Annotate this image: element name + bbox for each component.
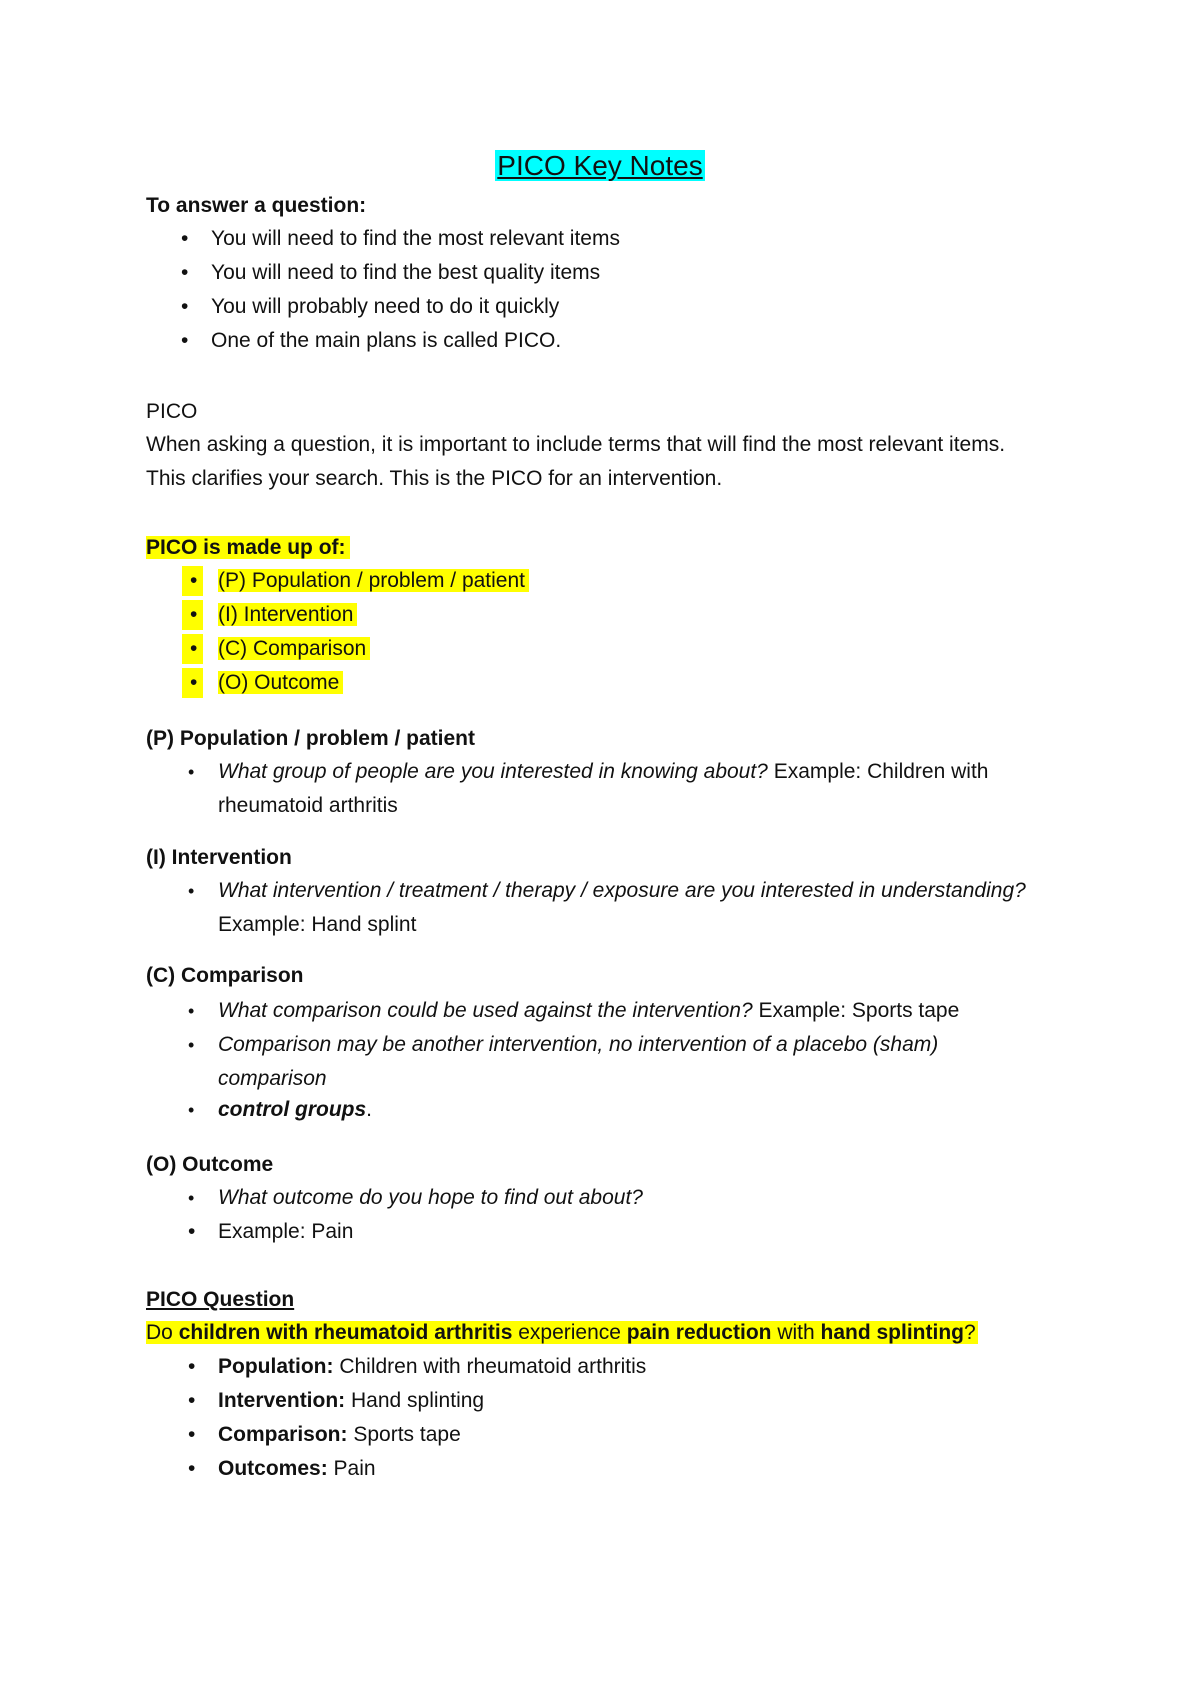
list-item: • One of the main plans is called PICO. [181, 329, 562, 352]
list-item: • What comparison could be used against the intervention? Example: Sports tape [188, 999, 960, 1022]
pico-question-text: Do children with rheumatoid arthritis experience pain reduction with hand splinting? [146, 1321, 976, 1344]
list-item: • Comparison may be another intervention, no intervention of a placebo (sham) comparison [188, 1033, 939, 1090]
list-item: • control groups. [188, 1098, 373, 1121]
outcome-heading: (O) Outcome [146, 1153, 274, 1176]
list-item: • You will need to find the most relevant items [181, 227, 620, 250]
page-title: PICO Key Notes [497, 150, 703, 181]
list-item: • Intervention: Hand splinting [188, 1389, 485, 1412]
list-item: • Example: Pain [188, 1220, 354, 1243]
pico-paragraph: When asking a question, it is important to include terms that will find the most relevant items. This clarifies your search. This is the PICO for an intervention. [146, 433, 1006, 490]
list-item: • (O) Outcome [218, 668, 343, 698]
list-item: • What group of people are you interested in knowing about? Example: Children with rheumatoid arthritis [188, 760, 989, 817]
list-item: • Comparison: Sports tape [188, 1423, 461, 1446]
list-item: • (P) Population / problem / patient [218, 566, 529, 596]
comparison-heading: (C) Comparison [146, 964, 304, 987]
population-heading: (P) Population / problem / patient [146, 727, 475, 750]
list-item: • You will need to find the best quality items [181, 261, 601, 284]
list-item: • What outcome do you hope to find out about? [188, 1186, 643, 1209]
pico-heading: PICO [146, 400, 198, 423]
list-item: • Outcomes: Pain [188, 1457, 376, 1480]
list-item: • (I) Intervention [218, 600, 357, 630]
pico-question-heading: PICO Question [146, 1288, 295, 1311]
list-item: • What intervention / treatment / therapy / exposure are you interested in understanding? Example: Hand splint [188, 879, 1026, 936]
intervention-heading: (I) Intervention [146, 846, 292, 869]
made-up-of-heading: PICO is made up of: [146, 533, 350, 563]
list-item: • Population: Children with rheumatoid arthritis [188, 1355, 647, 1378]
intro-heading: To answer a question: [146, 194, 367, 217]
list-item: • You will probably need to do it quickly [181, 295, 560, 318]
list-item: • (C) Comparison [218, 634, 370, 664]
